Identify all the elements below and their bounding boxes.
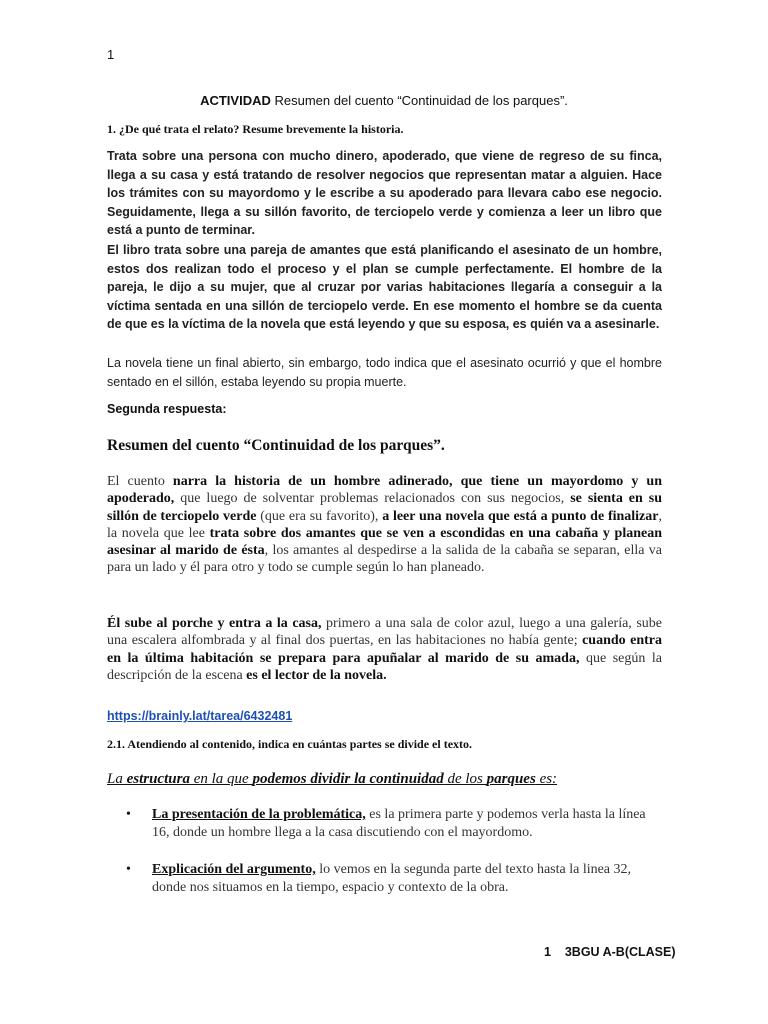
run-bold: parques: [486, 771, 536, 787]
run-bold: narra la historia de un hombre adinerado, que tiene un mayordomo y un apoderado,: [107, 474, 663, 507]
run-bold: podemos dividir la continuidad: [252, 771, 444, 787]
list-item-text: [152, 806, 663, 841]
list-item-lead: La presentación de la problemática,: [152, 807, 366, 822]
run: que según la descripción de la escena: [107, 650, 663, 683]
answer-paragraph-1: Trata sobre una persona con mucho dinero, apoderado, que viene de regreso de su finca, llega a su casa y está tratando de resolver negocios que representan matar a alguien. Hace los trámites con su mayordomo y le escribe a su apoderado para llevara cabo ese negocio. Seguidamente, llega a su sillón favorito, de terciopelo verde y comienza a leer un libro que está a punto de terminar.: [107, 149, 662, 237]
run: en la que: [189, 771, 253, 787]
run: de los: [443, 771, 487, 787]
run-bold: cuando entra en la última habitación se prepara para apuñalar al marido de su amada,: [107, 633, 662, 666]
title-rest: Resumen del cuento “Continuidad de los parques”.: [270, 93, 568, 108]
serif-paragraph-1: [107, 473, 662, 577]
list-item: [128, 806, 663, 841]
question-2-1: 2.1. Atendiendo al contenido, indica en cuántas partes se divide el texto.: [107, 737, 473, 751]
run: (que era su favorito),: [256, 508, 383, 524]
page-footer: [544, 945, 676, 959]
brainly-link[interactable]: https://brainly.lat/tarea/6432481: [107, 709, 293, 723]
bullet-icon: •: [126, 807, 131, 822]
run: primero a una sala de color azul, luego a una galería, sube una escalera alfombrada y al final dos puertas, en las habitaciones no había gente;: [107, 616, 662, 649]
run: La: [107, 771, 127, 787]
run-bold: trata sobre dos amantes que se ven a escondidas en una cabaña y planean asesinar al marido de ésta: [107, 525, 663, 559]
list-item-rest: es la primera parte y podemos verla hasta la línea 16, donde un hombre llega a la casa discutiendo con el mayordomo.: [152, 807, 646, 840]
segunda-respuesta-heading: Segunda respuesta:: [107, 402, 227, 416]
run-bold: Él sube al porche y entra a la casa,: [107, 616, 322, 631]
resumen-title: Resumen del cuento “Continuidad de los parques”.: [107, 437, 445, 454]
page-number-top: 1: [107, 47, 115, 62]
run-bold: estructura: [126, 771, 190, 787]
run: es:: [535, 771, 558, 787]
answer-paragraph-2: El libro trata sobre una pareja de amantes que está planificando el asesinato de un hombre, estos dos realizan todo el proceso y el plan se cumple perfectamente. El hombre de la pareja, le dijo a su mujer, que al cruzar por varias habitaciones llegaría a conseguir a la víctima sentada en una sillón de terciopelo verde. En ese momento el hombre se da cuenta de que es la víctima de la novela que está leyendo y que su esposa, es quién va a asesinarle.: [107, 243, 662, 331]
list-item: [128, 861, 663, 896]
run-bold: se sienta en su sillón de terciopelo verde: [107, 491, 662, 524]
answer-paragraph-3: La novela tiene un final abierto, sin embargo, todo indica que el asesinato ocurrió y que el hombre sentado en el sillón, estaba leyendo su propia muerte.: [107, 356, 662, 389]
bullet-icon: •: [126, 862, 131, 877]
serif-paragraph-2: [107, 615, 662, 684]
title-bold: ACTIVIDAD: [200, 93, 271, 108]
run: que luego de solventar problemas relacionados con sus negocios,: [174, 491, 571, 507]
estructura-heading: [107, 771, 557, 788]
run: , la novela que lee: [107, 508, 662, 541]
list-item-text: [152, 861, 663, 896]
list-item-rest: lo vemos en la segunda parte del texto hasta la linea 32, donde nos situamos en la tiempo, espacio y contexto de la obra.: [152, 862, 632, 895]
run-bold: a leer una novela que está a punto de finalizar: [382, 508, 659, 524]
document-title: [0, 93, 768, 108]
footer-page-number: 1: [544, 945, 551, 959]
list-item-lead: Explicación del argumento,: [152, 862, 316, 877]
run-bold: es el lector de la novela.: [246, 667, 387, 683]
footer-label: 3BGU A-B(CLASE): [564, 945, 676, 959]
question-1: 1. ¿De qué trata el relato? Resume brevemente la historia.: [107, 122, 404, 136]
run: , los amantes al despedirse a la salida de la cabaña se separan, ella va para un lado y él para otro y todo se cumple según lo han planeado.: [107, 543, 662, 576]
run: El cuento: [107, 474, 173, 489]
